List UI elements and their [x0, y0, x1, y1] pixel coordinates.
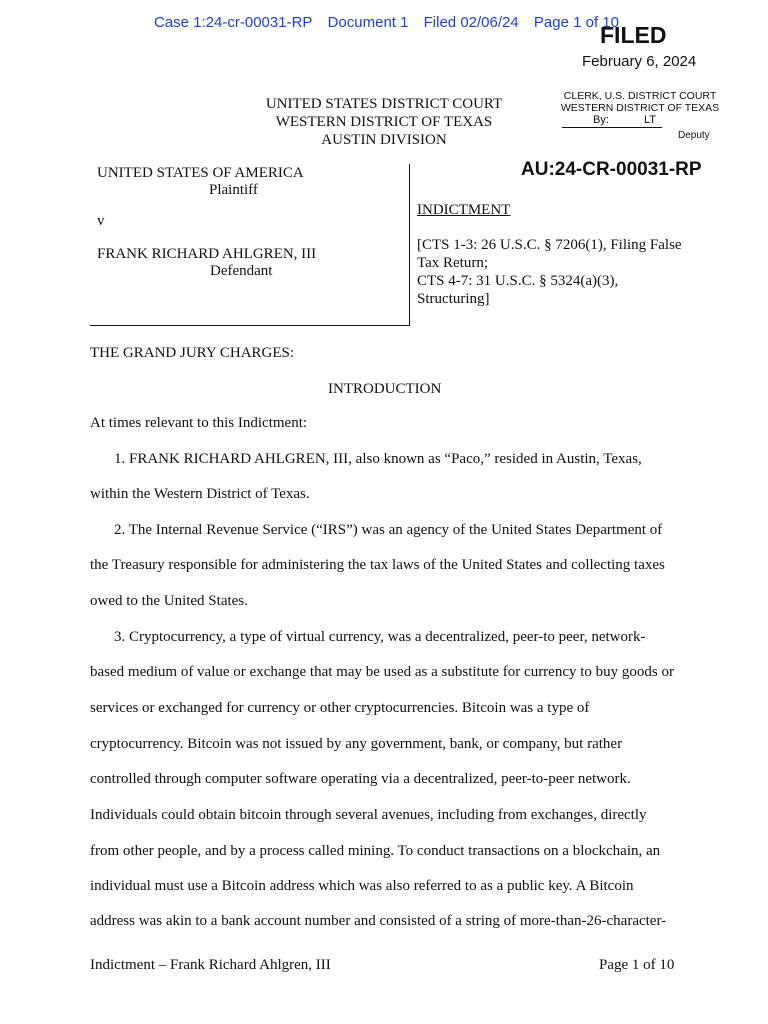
ecf-page: Page 1 of 10: [533, 14, 619, 31]
caption-divider-horizontal: [90, 325, 410, 326]
filed-stamp-label: FILED: [600, 22, 667, 48]
counts-line-4: Structuring]: [417, 291, 490, 307]
clerk-by-line: [562, 114, 662, 128]
intro-line: At times relevant to this Indictment:: [90, 415, 308, 431]
counts-line-3: CTS 4-7: 31 U.S.C. § 5324(a)(3),: [417, 273, 619, 289]
paragraph-line: owed to the United States.: [90, 593, 248, 609]
court-district: WESTERN DISTRICT OF TEXAS: [275, 114, 493, 130]
paragraph-line: 2. The Internal Revenue Service (“IRS”) was an agency of the United States Department of: [114, 522, 663, 538]
defendant-role: Defendant: [210, 263, 273, 279]
court-name: UNITED STATES DISTRICT COURT: [265, 96, 503, 112]
paragraph-line: address was akin to a bank account number and consisted of a string of more-than-26-character-: [90, 913, 667, 929]
clerk-line-1: CLERK, U.S. DISTRICT COURT: [563, 90, 717, 102]
paragraph-line: the Treasury responsible for administering the tax laws of the United States and collecting taxes: [90, 557, 665, 573]
ecf-header: [154, 14, 630, 31]
case-number: AU:24-CR-00031-RP: [521, 159, 702, 180]
plaintiff-name: UNITED STATES OF AMERICA: [97, 165, 304, 181]
document-type: INDICTMENT: [417, 202, 511, 218]
ecf-filed: Filed 02/06/24: [423, 14, 519, 31]
paragraph-line: services or exchanged for currency or other cryptocurrencies. Bitcoin was a type of: [90, 700, 590, 716]
clerk-deputy: Deputy: [678, 130, 710, 141]
defendant-name: FRANK RICHARD AHLGREN, III: [97, 246, 317, 262]
paragraph-line: based medium of value or exchange that may be used as a substitute for currency to buy goods or: [90, 664, 674, 680]
versus: v: [97, 213, 105, 229]
ecf-case: Case 1:24-cr-00031-RP: [154, 14, 313, 31]
counts-line-1: [CTS 1-3: 26 U.S.C. § 7206(1), Filing False: [417, 237, 682, 253]
paragraph-line: from other people, and by a process called mining. To conduct transactions on a blockchain, an: [90, 843, 661, 859]
caption-divider-vertical: [409, 164, 410, 326]
footer-title: Indictment – Frank Richard Ahlgren, III: [90, 957, 331, 973]
paragraph-line: cryptocurrency. Bitcoin was not issued by any government, bank, or company, but rather: [90, 736, 623, 752]
counts-line-2: Tax Return;: [417, 255, 489, 271]
footer-page-number: Page 1 of 10: [599, 957, 675, 973]
paragraph-line: controlled through computer software operating via a decentralized, peer-to-peer network.: [90, 771, 631, 787]
paragraph-line: within the Western District of Texas.: [90, 486, 310, 502]
clerk-by-label: By:: [593, 114, 609, 126]
section-heading-introduction: INTRODUCTION: [328, 381, 442, 397]
paragraph-line: 1. FRANK RICHARD AHLGREN, III, also known as “Paco,” resided in Austin, Texas,: [114, 451, 642, 467]
plaintiff-role: Plaintiff: [209, 182, 258, 198]
clerk-by-initials: LT: [644, 114, 657, 126]
grand-jury-charges: THE GRAND JURY CHARGES:: [90, 345, 295, 361]
court-division: AUSTIN DIVISION: [321, 132, 447, 148]
ecf-document: Document 1: [327, 14, 409, 31]
clerk-line-2: WESTERN DISTRICT OF TEXAS: [560, 102, 720, 114]
filed-stamp-date: February 6, 2024: [582, 53, 697, 70]
paragraph-line: individual must use a Bitcoin address which was also referred to as a public key. A Bitcoin: [90, 878, 634, 894]
paragraph-line: 3. Cryptocurrency, a type of virtual currency, was a decentralized, peer-to peer, network-: [114, 629, 646, 645]
paragraph-line: Individuals could obtain bitcoin through several avenues, including from exchanges, directly: [90, 807, 647, 823]
